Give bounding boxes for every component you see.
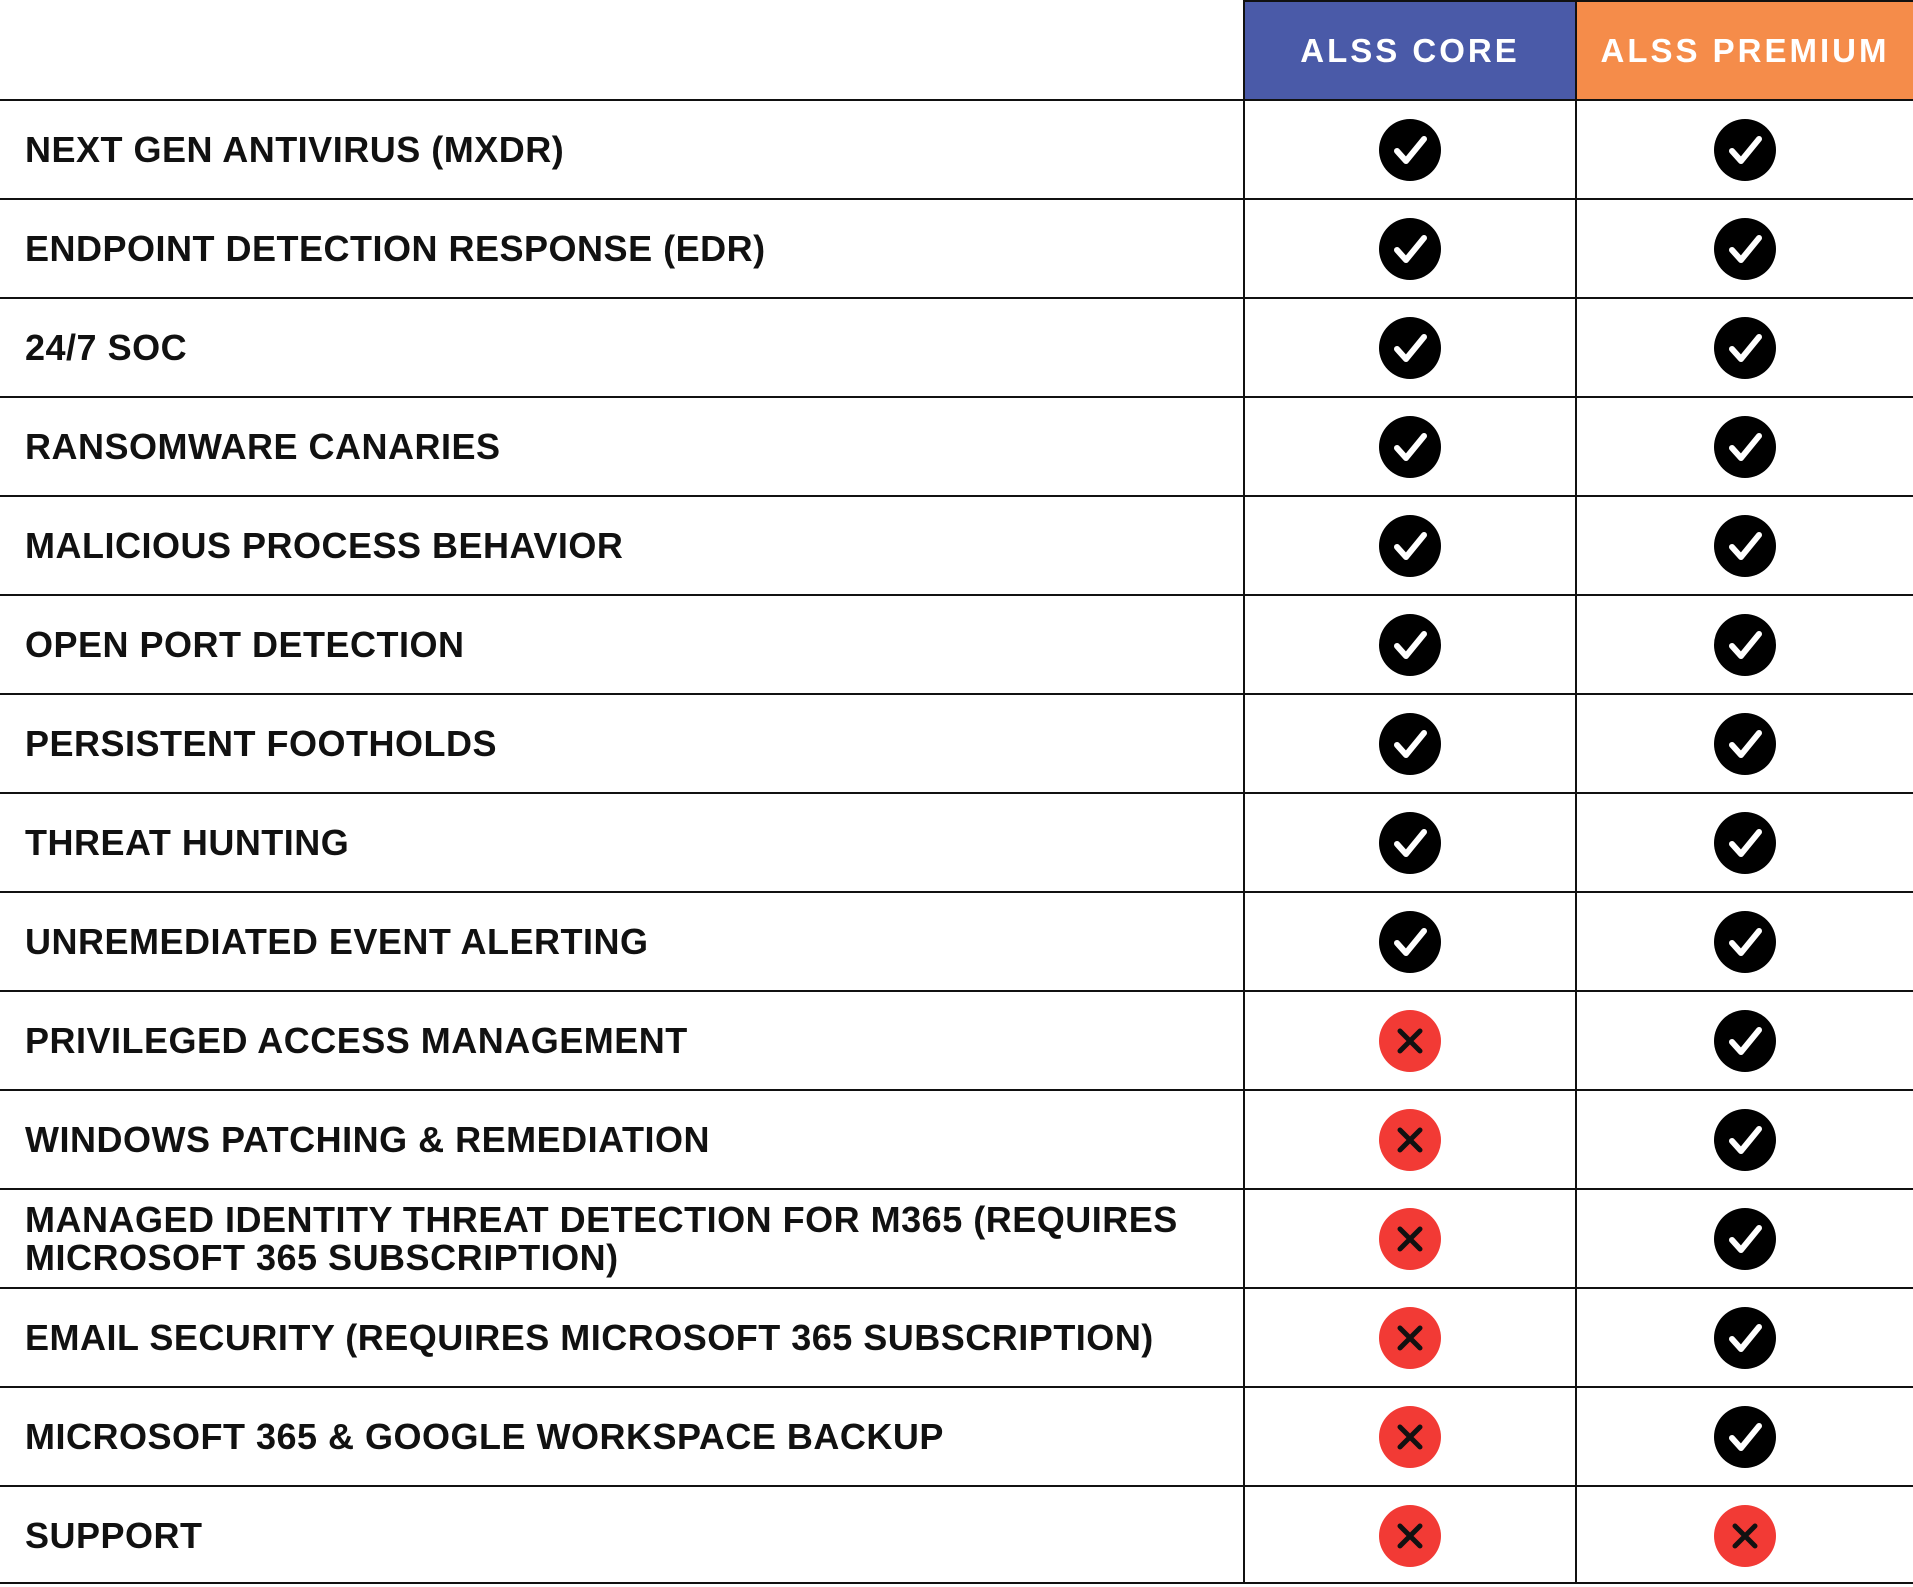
- check-icon: [1378, 613, 1442, 677]
- check-icon: [1713, 1405, 1777, 1469]
- check-icon: [1713, 514, 1777, 578]
- premium-status-cell: [1575, 497, 1913, 594]
- feature-label: MICROSOFT 365 & GOOGLE WORKSPACE BACKUP: [25, 1415, 944, 1457]
- core-status-cell: [1243, 497, 1575, 594]
- feature-label: WINDOWS PATCHING & REMEDIATION: [25, 1118, 710, 1160]
- cross-icon: [1378, 1405, 1442, 1469]
- feature-label: 24/7 SOC: [25, 326, 188, 368]
- core-status-cell: [1243, 299, 1575, 396]
- table-row: [0, 990, 1913, 1089]
- table-row: [0, 1089, 1913, 1188]
- cross-icon: [1378, 1009, 1442, 1073]
- premium-status-cell: [1575, 200, 1913, 297]
- table-row: [0, 396, 1913, 495]
- premium-status-cell: [1575, 398, 1913, 495]
- cross-icon: [1378, 1306, 1442, 1370]
- plan-header-core-label: ALSS CORE: [1300, 32, 1520, 69]
- premium-status-cell: [1575, 695, 1913, 792]
- core-status-cell: [1243, 794, 1575, 891]
- core-status-cell: [1243, 101, 1575, 198]
- cross-icon: [1378, 1108, 1442, 1172]
- premium-status-cell: [1575, 596, 1913, 693]
- table-row: [0, 1287, 1913, 1386]
- cross-icon: [1713, 1504, 1777, 1568]
- cross-icon: [1378, 1207, 1442, 1271]
- plan-header-premium-label: ALSS PREMIUM: [1600, 32, 1890, 69]
- core-status-cell: [1243, 596, 1575, 693]
- table-row: [0, 891, 1913, 990]
- premium-status-cell: [1575, 101, 1913, 198]
- table-row: [0, 99, 1913, 198]
- core-status-cell: [1243, 992, 1575, 1089]
- premium-status-cell: [1575, 893, 1913, 990]
- cross-icon: [1378, 1504, 1442, 1568]
- check-icon: [1713, 613, 1777, 677]
- table-row: [0, 297, 1913, 396]
- table-row: [0, 1386, 1913, 1485]
- core-status-cell: [1243, 1487, 1575, 1584]
- check-icon: [1378, 811, 1442, 875]
- feature-label: EMAIL SECURITY (REQUIRES MICROSOFT 365 SUBSCRIPTION): [25, 1316, 1154, 1358]
- premium-status-cell: [1575, 1289, 1913, 1386]
- check-icon: [1713, 1108, 1777, 1172]
- feature-label: MALICIOUS PROCESS BEHAVIOR: [25, 524, 624, 566]
- check-icon: [1378, 910, 1442, 974]
- plan-header-core: [1243, 0, 1575, 100]
- table-row: [0, 1188, 1913, 1287]
- premium-status-cell: [1575, 992, 1913, 1089]
- check-icon: [1713, 415, 1777, 479]
- check-icon: [1713, 118, 1777, 182]
- table-row: [0, 792, 1913, 891]
- core-status-cell: [1243, 200, 1575, 297]
- feature-label: PRIVILEGED ACCESS MANAGEMENT: [25, 1019, 688, 1061]
- table-row: [0, 198, 1913, 297]
- feature-label: THREAT HUNTING: [25, 821, 350, 863]
- check-icon: [1378, 712, 1442, 776]
- check-icon: [1713, 1009, 1777, 1073]
- premium-status-cell: [1575, 299, 1913, 396]
- feature-label: ENDPOINT DETECTION RESPONSE (EDR): [25, 227, 766, 269]
- check-icon: [1378, 514, 1442, 578]
- check-icon: [1713, 910, 1777, 974]
- check-icon: [1713, 1306, 1777, 1370]
- check-icon: [1378, 217, 1442, 281]
- premium-status-cell: [1575, 1091, 1913, 1188]
- table-row: [0, 594, 1913, 693]
- table-row: [0, 1485, 1913, 1584]
- table-row: [0, 495, 1913, 594]
- core-status-cell: [1243, 695, 1575, 792]
- check-icon: [1713, 217, 1777, 281]
- feature-label: NEXT GEN ANTIVIRUS (MXDR): [25, 128, 565, 170]
- plan-header-premium: [1575, 0, 1913, 100]
- premium-status-cell: [1575, 794, 1913, 891]
- premium-status-cell: [1575, 1190, 1913, 1287]
- premium-status-cell: [1575, 1487, 1913, 1584]
- feature-label: OPEN PORT DETECTION: [25, 623, 465, 665]
- table-header: [0, 0, 1913, 100]
- core-status-cell: [1243, 1388, 1575, 1485]
- core-status-cell: [1243, 893, 1575, 990]
- feature-label: MANAGED IDENTITY THREAT DETECTION FOR M365 (REQUIRES MICROSOFT 365 SUBSCRIPTION): [25, 1198, 1178, 1278]
- core-status-cell: [1243, 398, 1575, 495]
- core-status-cell: [1243, 1190, 1575, 1287]
- check-icon: [1378, 316, 1442, 380]
- core-status-cell: [1243, 1091, 1575, 1188]
- feature-label: UNREMEDIATED EVENT ALERTING: [25, 920, 649, 962]
- core-status-cell: [1243, 1289, 1575, 1386]
- feature-label: RANSOMWARE CANARIES: [25, 425, 501, 467]
- check-icon: [1713, 811, 1777, 875]
- feature-label: SUPPORT: [25, 1514, 203, 1556]
- table-row: [0, 693, 1913, 792]
- check-icon: [1378, 415, 1442, 479]
- feature-rows: [0, 99, 1913, 1584]
- feature-label: PERSISTENT FOOTHOLDS: [25, 722, 498, 764]
- premium-status-cell: [1575, 1388, 1913, 1485]
- check-icon: [1713, 316, 1777, 380]
- check-icon: [1378, 118, 1442, 182]
- check-icon: [1713, 712, 1777, 776]
- check-icon: [1713, 1207, 1777, 1271]
